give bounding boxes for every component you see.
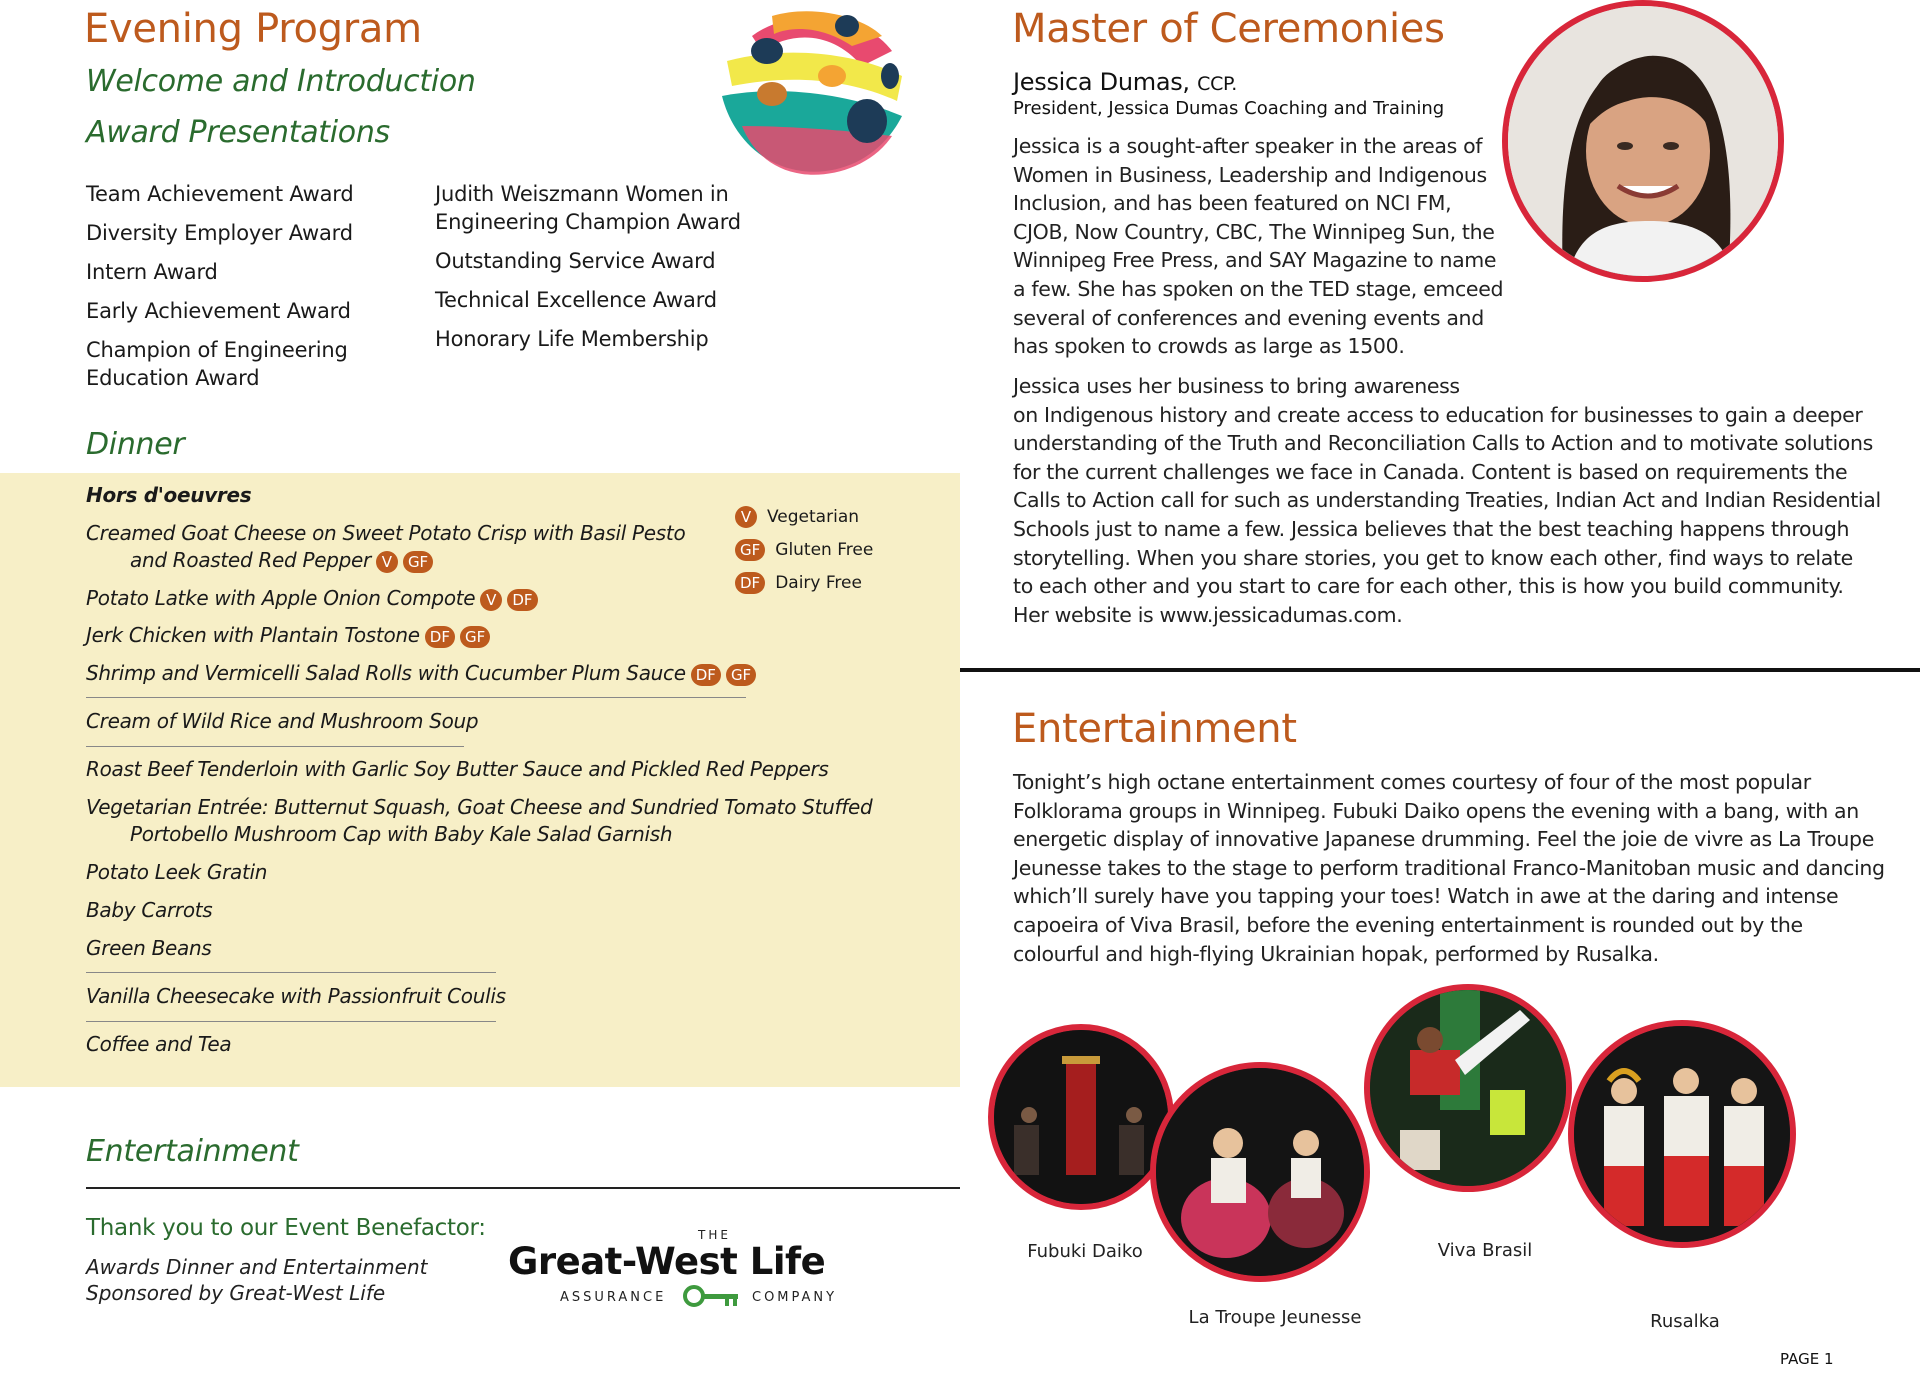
mc-credential: CCP. bbox=[1197, 73, 1237, 95]
award-item: Honorary Life Membership bbox=[435, 327, 709, 351]
entertainment-description: Tonight’s high octane entertainment comes courtesy of four of the most popular Folklorama groups in Winnipeg. Fubuki Daiko opens the evening with a bang, with an energetic display of innovative Japanese drumming. Feel the joie de vivre as La Troupe Jeunesse takes to the stage to perform traditional Franco-Manitoban music and dancing which’ll surely have you tapping your toes! Watch in awe at the daring and intense capoeira of Viva Brasil, before the evening entertainment is rounded out by the colourful and high-flying Ukrainian hopak, performed by Rusalka. bbox=[1013, 770, 1885, 966]
mc-portrait bbox=[1502, 0, 1784, 282]
divider bbox=[86, 1021, 496, 1022]
great-west-life-logo: THE Great-West Life ASSURANCE COMPANY bbox=[508, 1228, 918, 1308]
award-item: Champion of Engineering Education Award bbox=[86, 338, 348, 390]
diet-legend bbox=[735, 500, 873, 599]
menu-item: Jerk Chicken with Plantain Tostone DF GF bbox=[86, 622, 490, 649]
divider bbox=[86, 1187, 960, 1189]
page-number: PAGE 1 bbox=[1780, 1350, 1834, 1368]
mc-name: Jessica Dumas, bbox=[1013, 68, 1190, 96]
awards-list-2 bbox=[435, 180, 755, 364]
main-beef-item: Roast Beef Tenderloin with Garlic Soy Butter Sauce and Pickled Red Peppers bbox=[86, 757, 829, 781]
menu-item: Creamed Goat Cheese on Sweet Potato Crisp with Basil Pesto and Roasted Red Pepper V GF bbox=[86, 521, 686, 572]
award-item: Diversity Employer Award bbox=[86, 221, 353, 245]
mc-bio-paragraph-1: Jessica is a sought-after speaker in the areas of Women in Business, Leadership and Indigenous Inclusion, and has been featured on NCI FM, CJOB, Now Country, CBC, The Winnipeg Sun, the Winnipeg Free Press, and SAY Magazine to name a few. She has spoken on the TED stage, emceed several of conferences and evening events and has spoken to crowds as large as 1500. bbox=[1013, 134, 1504, 359]
la-troupe-jeunesse-photo bbox=[1150, 1062, 1370, 1282]
soup-item: Cream of Wild Rice and Mushroom Soup bbox=[86, 709, 479, 733]
dancers-photo-icon bbox=[1156, 1068, 1364, 1276]
legend-row: GF Gluten Free bbox=[735, 533, 873, 566]
main-vegetarian-item: Vegetarian Entrée: Butternut Squash, Goat Cheese and Sundried Tomato Stuffed Portobello Mushroom Cap with Baby Kale Salad Garnish bbox=[86, 795, 873, 846]
diet-badge: GF bbox=[735, 539, 765, 561]
evening-program-title: Evening Program bbox=[84, 6, 422, 52]
award-item: Judith Weiszmann Women in Engineering Champion Award bbox=[435, 182, 741, 234]
mc-name-line bbox=[1013, 68, 1237, 96]
award-item: Early Achievement Award bbox=[86, 299, 351, 323]
diet-badge: GF bbox=[460, 626, 490, 648]
key-icon bbox=[683, 1283, 743, 1309]
rusalka-photo bbox=[1568, 1020, 1796, 1248]
dinner-heading: Dinner bbox=[86, 427, 185, 462]
diet-badge: V bbox=[735, 506, 757, 528]
caption-viva-brasil: Viva Brasil bbox=[1437, 1240, 1533, 1261]
legend-row: V Vegetarian bbox=[735, 500, 873, 533]
diet-badge: GF bbox=[726, 664, 756, 686]
side-item: Baby Carrots bbox=[86, 898, 213, 922]
hors-doeuvres-heading: Hors d'oeuvres bbox=[86, 483, 252, 507]
capoeira-photo-icon bbox=[1370, 990, 1566, 1186]
diet-badge: GF bbox=[403, 551, 433, 573]
mc-role: President, Jessica Dumas Coaching and Training bbox=[1013, 98, 1445, 119]
mc-heading: Master of Ceremonies bbox=[1012, 6, 1445, 52]
mc-bio-paragraph-2: Jessica uses her business to bring awareness on Indigenous history and create access to education for businesses to gain a deeper understanding of the Truth and Reconciliation Calls to Action and to motivate solutions for the current challenges we face in Canada. Content is based on requirements the Calls to Action call for such as understanding Treaties, Indian Act and Indian Residential Schools just to name a few. Jessica believes that the best teaching happens through storytelling. When you share stories, you get to know each other, find ways to relate to each other and you start to care for each other, this is how you build community. Her website is www.jessicadumas.com. bbox=[1013, 374, 1881, 627]
award-item: Team Achievement Award bbox=[86, 182, 354, 206]
divider bbox=[86, 972, 496, 973]
caption-fubuki-daiko: Fubuki Daiko bbox=[1027, 1241, 1143, 1262]
menu-item: Potato Latke with Apple Onion Compote V DF bbox=[86, 585, 538, 612]
divider bbox=[86, 746, 464, 747]
divider bbox=[86, 697, 746, 698]
diet-badge: DF bbox=[507, 589, 537, 611]
awards-heading: Award Presentations bbox=[86, 115, 390, 150]
diet-badge: DF bbox=[735, 572, 765, 594]
dessert-item: Vanilla Cheesecake with Passionfruit Coulis bbox=[86, 984, 506, 1008]
menu-item: Shrimp and Vermicelli Salad Rolls with Cucumber Plum Sauce DF GF bbox=[86, 660, 756, 687]
entertainment-heading: Entertainment bbox=[1012, 706, 1297, 752]
coffee-item: Coffee and Tea bbox=[86, 1032, 232, 1056]
awards-list-1 bbox=[86, 180, 386, 403]
diet-badge: DF bbox=[425, 626, 455, 648]
hopak-photo-icon bbox=[1574, 1026, 1790, 1242]
portrait-photo-icon bbox=[1508, 6, 1778, 276]
diet-badge: V bbox=[480, 589, 502, 611]
welcome-heading: Welcome and Introduction bbox=[86, 64, 476, 99]
award-item: Technical Excellence Award bbox=[435, 288, 717, 312]
side-item: Green Beans bbox=[86, 936, 212, 960]
diet-badge: DF bbox=[691, 664, 721, 686]
award-item: Intern Award bbox=[86, 260, 218, 284]
viva-brasil-photo bbox=[1364, 984, 1572, 1192]
diet-badge: V bbox=[376, 551, 398, 573]
fubuki-daiko-photo bbox=[988, 1024, 1174, 1210]
drummers-photo-icon bbox=[994, 1030, 1168, 1204]
entertainment-left-heading: Entertainment bbox=[86, 1134, 299, 1169]
sponsor-note: Awards Dinner and Entertainment Sponsored by Great-West Life bbox=[86, 1255, 428, 1305]
award-item: Outstanding Service Award bbox=[435, 249, 716, 273]
globe-logo-icon bbox=[712, 6, 912, 180]
side-item: Potato Leek Gratin bbox=[86, 860, 268, 884]
caption-rusalka: Rusalka bbox=[1650, 1311, 1720, 1332]
legend-row: DF Dairy Free bbox=[735, 566, 873, 599]
benefactor-thanks: Thank you to our Event Benefactor: bbox=[86, 1215, 486, 1241]
section-divider bbox=[960, 668, 1920, 672]
caption-la-troupe-jeunesse: La Troupe Jeunesse bbox=[1188, 1307, 1362, 1328]
